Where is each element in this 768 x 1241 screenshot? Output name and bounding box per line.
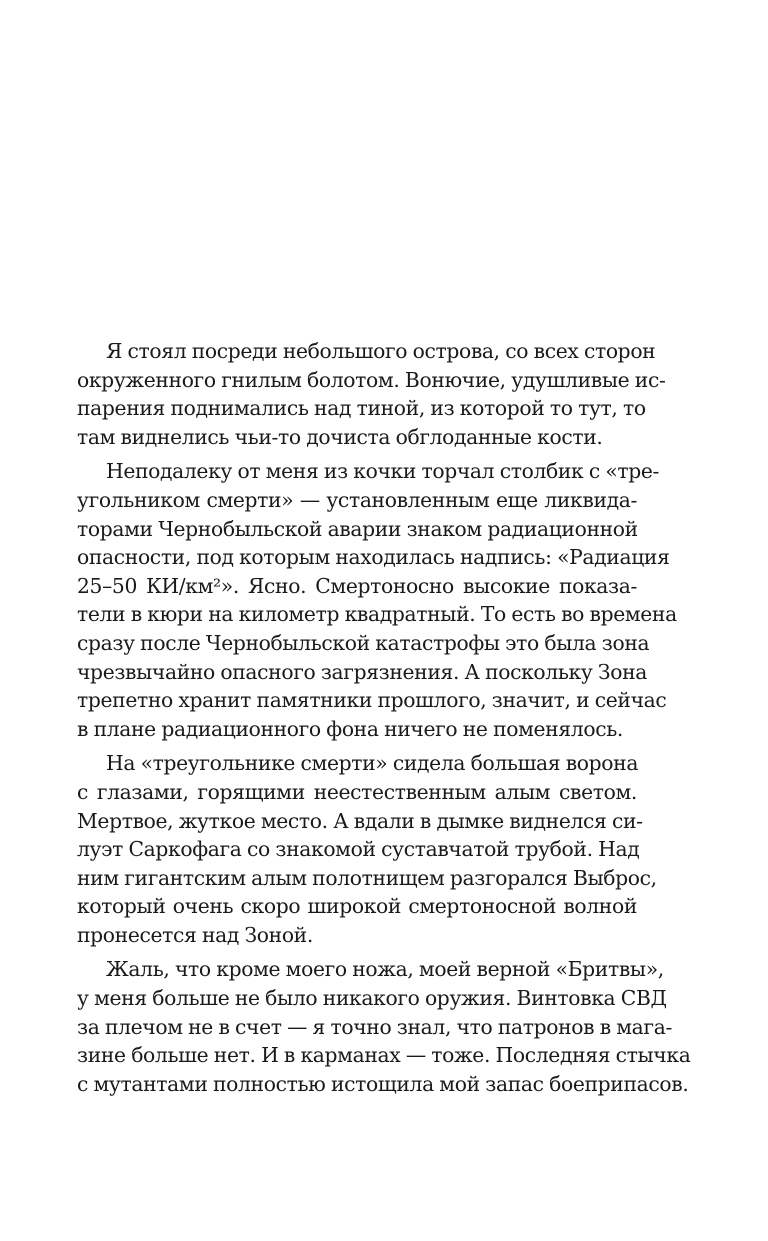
paragraph-4 xyxy=(77,955,691,1098)
text-line: парения поднимались над тиной, из которой то тут, то xyxy=(77,396,646,421)
text-line: у меня больше не было никакого оружия. Винтовка СВД xyxy=(77,986,667,1011)
text-line: за плечом не в счет — я точно знал, что патронов в мага- xyxy=(77,1014,672,1039)
text-line: опасности, под которым находилась надпись: «Радиация xyxy=(77,545,670,570)
text-line: окруженного гнилым болотом. Вонючие, удушливые ис- xyxy=(77,367,666,392)
text-line: сразу после Чернобыльской катастрофы это была зона xyxy=(77,630,650,655)
text-line: трепетно хранит памятники прошлого, значит, и сейчас xyxy=(77,688,667,713)
paragraph-1 xyxy=(77,337,666,451)
text-line: луэт Саркофага со знакомой суставчатой трубой. Над xyxy=(77,837,640,862)
text-line: там виднелись чьи-то дочиста обглоданные кости. xyxy=(77,424,603,449)
text-line: Мертвое, жуткое место. А вдали в дымке виднелся си- xyxy=(77,808,643,833)
text-line: 25–50 КИ/км²». Ясно. Смертоносно высокие показа- xyxy=(77,573,637,598)
paragraph-2 xyxy=(77,457,677,743)
text-line: в плане радиационного фона ничего не поменялось. xyxy=(77,716,623,741)
text-line: тели в кюри на километр квадратный. То есть во времена xyxy=(77,602,677,627)
text-line: ним гигантским алым полотнищем разгорался Выброс, xyxy=(77,865,657,890)
text-line: с глазами, горящими неестественным алым светом. xyxy=(77,779,637,804)
text-line: который очень скоро широкой смертоносной волной xyxy=(77,894,637,919)
text-line: с мутантами полностью истощила мой запас боеприпасов. xyxy=(77,1071,689,1096)
paragraph-3 xyxy=(77,749,657,949)
text-line: Неподалеку от меня из кочки торчал столбик с «тре- xyxy=(106,459,660,484)
text-line: пронесется над Зоной. xyxy=(77,922,313,947)
text-line: торами Чернобыльской аварии знаком радиационной xyxy=(77,516,638,541)
body-text xyxy=(77,337,691,1104)
text-line: зине больше нет. И в карманах — тоже. Последняя стычка xyxy=(77,1043,691,1068)
text-line: угольником смерти» — установленным еще ликвида- xyxy=(77,487,637,512)
text-line: Я стоял посреди небольшого острова, со всех сторон xyxy=(106,339,656,363)
text-line: чрезвычайно опасного загрязнения. А поскольку Зона xyxy=(77,659,647,684)
text-line: На «треугольнике смерти» сидела большая ворона xyxy=(106,751,639,776)
text-line: Жаль, что кроме моего ножа, моей верной «Бритвы», xyxy=(106,957,664,982)
